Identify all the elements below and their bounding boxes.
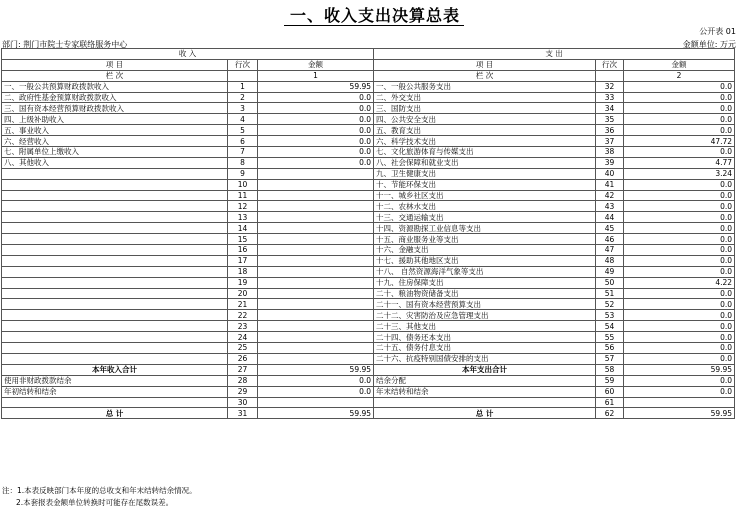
income-amount-cell <box>258 321 374 332</box>
income-item-cell <box>2 234 228 245</box>
expense-line-cell: 60 <box>596 386 624 397</box>
income-line-cell: 18 <box>228 266 258 277</box>
title-underline <box>284 25 464 26</box>
income-amount-cell <box>258 288 374 299</box>
income-amount-cell <box>258 245 374 256</box>
income-line-cell: 7 <box>228 147 258 158</box>
table-row <box>2 386 735 397</box>
expense-item-cell: 十、节能环保支出 <box>374 179 596 190</box>
expense-line-cell: 52 <box>596 299 624 310</box>
expense-amount-cell <box>624 397 735 408</box>
income-line-cell: 1 <box>228 81 258 92</box>
expense-amount-header: 金额 <box>624 59 735 70</box>
income-item-cell <box>2 321 228 332</box>
expense-item-cell: 二十五、债务付息支出 <box>374 343 596 354</box>
income-col-blank <box>228 70 258 81</box>
expense-amount-cell: 47.72 <box>624 136 735 147</box>
department-label: 部门: 荆门市院士专家联络服务中心 <box>2 40 128 49</box>
expense-amount-cell: 0.0 <box>624 223 735 234</box>
income-amount-cell <box>258 277 374 288</box>
expense-amount-cell: 4.22 <box>624 277 735 288</box>
income-amount-cell: 0.0 <box>258 103 374 114</box>
income-item-cell <box>2 343 228 354</box>
expense-item-cell: 十八、 自然资源海洋气象等支出 <box>374 266 596 277</box>
table-row <box>2 168 735 179</box>
expense-item-cell: 本年支出合计 <box>374 364 596 375</box>
expense-amount-cell: 0.0 <box>624 125 735 136</box>
income-amount-cell: 0.0 <box>258 147 374 158</box>
income-item-cell <box>2 190 228 201</box>
table-row <box>2 332 735 343</box>
income-item-cell <box>2 332 228 343</box>
income-line-cell: 16 <box>228 245 258 256</box>
expense-item-cell: 五、教育支出 <box>374 125 596 136</box>
expense-item-cell: 十六、金融支出 <box>374 245 596 256</box>
income-col-number: 1 <box>258 70 374 81</box>
expense-item-cell: 十一、城乡社区支出 <box>374 190 596 201</box>
expense-amount-cell: 0.0 <box>624 245 735 256</box>
income-line-cell: 26 <box>228 353 258 364</box>
table-row <box>2 364 735 375</box>
table-row <box>2 310 735 321</box>
expense-line-cell: 57 <box>596 353 624 364</box>
expense-amount-cell: 0.0 <box>624 201 735 212</box>
table-row <box>2 255 735 266</box>
expense-item-header: 项 目 <box>374 59 596 70</box>
table-row <box>2 408 735 419</box>
table-row <box>2 288 735 299</box>
income-item-cell: 本年收入合计 <box>2 364 228 375</box>
income-item-cell: 使用非财政拨款结余 <box>2 375 228 386</box>
income-item-cell: 三、国有资本经营预算财政拨款收入 <box>2 103 228 114</box>
income-item-header: 项 目 <box>2 59 228 70</box>
expense-item-cell: 一、一般公共服务支出 <box>374 81 596 92</box>
amount-unit-label: 金额单位: 万元 <box>682 40 736 49</box>
income-item-cell <box>2 299 228 310</box>
expense-line-cell: 50 <box>596 277 624 288</box>
expense-item-cell: 十五、商业服务业等支出 <box>374 234 596 245</box>
expense-line-cell: 48 <box>596 255 624 266</box>
expense-amount-cell: 0.0 <box>624 310 735 321</box>
income-amount-cell: 0.0 <box>258 375 374 386</box>
expense-line-cell: 46 <box>596 234 624 245</box>
expense-item-cell <box>374 397 596 408</box>
income-amount-cell <box>258 299 374 310</box>
expense-amount-cell: 59.95 <box>624 408 735 419</box>
table-row <box>2 103 735 114</box>
table-row <box>2 125 735 136</box>
form-number: 公开表 01 <box>699 27 736 36</box>
income-amount-cell <box>258 190 374 201</box>
income-line-cell: 27 <box>228 364 258 375</box>
expense-line-cell: 45 <box>596 223 624 234</box>
expense-amount-cell: 0.0 <box>624 288 735 299</box>
income-line-cell: 5 <box>228 125 258 136</box>
expense-line-cell: 34 <box>596 103 624 114</box>
income-amount-header: 金额 <box>258 59 374 70</box>
table-row <box>2 375 735 386</box>
table-row <box>2 223 735 234</box>
expense-line-cell: 38 <box>596 147 624 158</box>
income-amount-cell <box>258 234 374 245</box>
expense-amount-cell: 4.77 <box>624 157 735 168</box>
expense-item-cell: 三、国防支出 <box>374 103 596 114</box>
expense-item-cell: 十四、资源勘探工业信息等支出 <box>374 223 596 234</box>
income-line-cell: 20 <box>228 288 258 299</box>
expense-line-cell: 35 <box>596 114 624 125</box>
expense-col-blank <box>596 70 624 81</box>
income-line-header: 行次 <box>228 59 258 70</box>
table-row <box>2 136 735 147</box>
income-item-cell: 总 计 <box>2 408 228 419</box>
expense-amount-cell: 0.0 <box>624 179 735 190</box>
expense-amount-cell: 0.0 <box>624 212 735 223</box>
expense-item-cell: 七、文化旅游体育与传媒支出 <box>374 147 596 158</box>
expense-line-cell: 54 <box>596 321 624 332</box>
income-amount-cell: 0.0 <box>258 114 374 125</box>
income-amount-cell <box>258 255 374 266</box>
table-row <box>2 114 735 125</box>
expense-item-cell: 八、社会保障和就业支出 <box>374 157 596 168</box>
income-amount-cell <box>258 201 374 212</box>
table-row <box>2 212 735 223</box>
income-line-cell: 17 <box>228 255 258 266</box>
income-line-cell: 8 <box>228 157 258 168</box>
income-item-cell <box>2 168 228 179</box>
expense-amount-cell: 0.0 <box>624 103 735 114</box>
income-col-label: 栏 次 <box>2 70 228 81</box>
income-item-cell: 五、事业收入 <box>2 125 228 136</box>
expense-amount-cell: 0.0 <box>624 375 735 386</box>
expense-line-cell: 41 <box>596 179 624 190</box>
expense-amount-cell: 0.0 <box>624 81 735 92</box>
expense-line-cell: 62 <box>596 408 624 419</box>
expense-amount-cell: 0.0 <box>624 343 735 354</box>
income-item-cell: 八、其他收入 <box>2 157 228 168</box>
income-item-cell <box>2 201 228 212</box>
table-row <box>2 343 735 354</box>
income-line-cell: 30 <box>228 397 258 408</box>
table-row <box>2 92 735 103</box>
expense-item-cell: 十二、农林水支出 <box>374 201 596 212</box>
income-item-cell: 一、一般公共预算财政拨款收入 <box>2 81 228 92</box>
income-item-cell: 二、政府性基金预算财政拨款收入 <box>2 92 228 103</box>
expense-line-cell: 51 <box>596 288 624 299</box>
expense-item-cell: 十九、住房保障支出 <box>374 277 596 288</box>
income-item-cell: 四、上级补助收入 <box>2 114 228 125</box>
income-line-cell: 28 <box>228 375 258 386</box>
income-item-cell <box>2 310 228 321</box>
income-line-cell: 3 <box>228 103 258 114</box>
table-row <box>2 190 735 201</box>
expense-amount-cell: 0.0 <box>624 386 735 397</box>
expense-amount-cell: 0.0 <box>624 234 735 245</box>
expense-item-cell: 二十一、国有资本经营预算支出 <box>374 299 596 310</box>
income-amount-cell: 0.0 <box>258 157 374 168</box>
expense-amount-cell: 59.95 <box>624 364 735 375</box>
table-row <box>2 245 735 256</box>
income-expense-table <box>1 48 735 419</box>
income-item-cell: 年初结转和结余 <box>2 386 228 397</box>
note-1: 注：1.本表反映部门本年度的总收支和年末结转结余情况。 <box>2 486 197 495</box>
expense-amount-cell: 0.0 <box>624 92 735 103</box>
income-amount-cell <box>258 343 374 354</box>
expense-amount-cell: 0.0 <box>624 266 735 277</box>
expense-line-cell: 49 <box>596 266 624 277</box>
notes <box>2 485 197 509</box>
table-row <box>2 201 735 212</box>
expense-section-header: 支 出 <box>374 49 735 60</box>
income-line-cell: 21 <box>228 299 258 310</box>
expense-item-cell: 六、科学技术支出 <box>374 136 596 147</box>
expense-amount-cell: 0.0 <box>624 299 735 310</box>
income-line-cell: 23 <box>228 321 258 332</box>
income-line-cell: 19 <box>228 277 258 288</box>
income-amount-cell <box>258 168 374 179</box>
income-amount-cell <box>258 332 374 343</box>
expense-line-cell: 44 <box>596 212 624 223</box>
income-item-cell <box>2 179 228 190</box>
expense-line-cell: 42 <box>596 190 624 201</box>
expense-amount-cell: 3.24 <box>624 168 735 179</box>
expense-item-cell: 二十六、抗疫特别国债安排的支出 <box>374 353 596 364</box>
expense-line-cell: 39 <box>596 157 624 168</box>
income-amount-cell <box>258 223 374 234</box>
table-row <box>2 353 735 364</box>
expense-amount-cell: 0.0 <box>624 190 735 201</box>
expense-line-cell: 55 <box>596 332 624 343</box>
expense-item-cell: 九、卫生健康支出 <box>374 168 596 179</box>
income-amount-cell: 59.95 <box>258 408 374 419</box>
income-line-cell: 10 <box>228 179 258 190</box>
income-line-cell: 11 <box>228 190 258 201</box>
income-line-cell: 25 <box>228 343 258 354</box>
expense-amount-cell: 0.0 <box>624 353 735 364</box>
expense-line-cell: 47 <box>596 245 624 256</box>
expense-item-cell: 十七、援助其他地区支出 <box>374 255 596 266</box>
income-item-cell <box>2 245 228 256</box>
expense-item-cell: 二、外交支出 <box>374 92 596 103</box>
table-row <box>2 277 735 288</box>
income-line-cell: 13 <box>228 212 258 223</box>
table-row <box>2 147 735 158</box>
table-row <box>2 397 735 408</box>
expense-item-cell: 二十三、其他支出 <box>374 321 596 332</box>
income-item-cell <box>2 266 228 277</box>
income-amount-cell <box>258 353 374 364</box>
income-line-cell: 6 <box>228 136 258 147</box>
income-amount-cell <box>258 397 374 408</box>
expense-line-cell: 61 <box>596 397 624 408</box>
income-item-cell <box>2 353 228 364</box>
expense-line-cell: 56 <box>596 343 624 354</box>
income-line-cell: 29 <box>228 386 258 397</box>
income-amount-cell: 0.0 <box>258 136 374 147</box>
income-amount-cell: 59.95 <box>258 81 374 92</box>
expense-item-cell: 二十、粮油物资储备支出 <box>374 288 596 299</box>
expense-line-cell: 40 <box>596 168 624 179</box>
income-line-cell: 9 <box>228 168 258 179</box>
expense-item-cell: 二十四、债务还本支出 <box>374 332 596 343</box>
income-line-cell: 15 <box>228 234 258 245</box>
expense-item-cell: 结余分配 <box>374 375 596 386</box>
table-row <box>2 157 735 168</box>
income-section-header: 收 入 <box>2 49 374 60</box>
income-item-cell <box>2 255 228 266</box>
expense-line-cell: 58 <box>596 364 624 375</box>
income-amount-cell: 0.0 <box>258 386 374 397</box>
expense-item-cell: 十三、交通运输支出 <box>374 212 596 223</box>
expense-amount-cell: 0.0 <box>624 255 735 266</box>
expense-amount-cell: 0.0 <box>624 147 735 158</box>
expense-amount-cell: 0.0 <box>624 321 735 332</box>
income-amount-cell: 0.0 <box>258 125 374 136</box>
expense-line-cell: 33 <box>596 92 624 103</box>
income-line-cell: 31 <box>228 408 258 419</box>
expense-item-cell: 总 计 <box>374 408 596 419</box>
income-item-cell <box>2 223 228 234</box>
expense-amount-cell: 0.0 <box>624 114 735 125</box>
expense-item-cell: 年末结转和结余 <box>374 386 596 397</box>
expense-line-cell: 59 <box>596 375 624 386</box>
expense-line-cell: 43 <box>596 201 624 212</box>
income-amount-cell <box>258 212 374 223</box>
income-item-cell: 六、经营收入 <box>2 136 228 147</box>
income-line-cell: 24 <box>228 332 258 343</box>
expense-item-cell: 四、公共安全支出 <box>374 114 596 125</box>
expense-line-cell: 36 <box>596 125 624 136</box>
expense-col-label: 栏 次 <box>374 70 596 81</box>
table-row <box>2 81 735 92</box>
income-amount-cell: 59.95 <box>258 364 374 375</box>
income-item-cell <box>2 212 228 223</box>
table-row <box>2 299 735 310</box>
income-amount-cell <box>258 310 374 321</box>
table-row <box>2 266 735 277</box>
expense-line-cell: 53 <box>596 310 624 321</box>
report-title: 一、收入支出决算总表 <box>289 6 460 25</box>
expense-line-header: 行次 <box>596 59 624 70</box>
expense-col-number: 2 <box>624 70 735 81</box>
income-line-cell: 14 <box>228 223 258 234</box>
expense-line-cell: 32 <box>596 81 624 92</box>
income-item-cell: 七、附属单位上缴收入 <box>2 147 228 158</box>
income-item-cell <box>2 277 228 288</box>
income-item-cell <box>2 397 228 408</box>
income-line-cell: 22 <box>228 310 258 321</box>
income-amount-cell <box>258 266 374 277</box>
expense-amount-cell: 0.0 <box>624 332 735 343</box>
income-line-cell: 4 <box>228 114 258 125</box>
income-line-cell: 2 <box>228 92 258 103</box>
expense-item-cell: 二十二、灾害防治及应急管理支出 <box>374 310 596 321</box>
income-amount-cell <box>258 179 374 190</box>
table-row <box>2 321 735 332</box>
income-item-cell <box>2 288 228 299</box>
income-amount-cell: 0.0 <box>258 92 374 103</box>
table-row <box>2 179 735 190</box>
expense-line-cell: 37 <box>596 136 624 147</box>
income-line-cell: 12 <box>228 201 258 212</box>
table-row <box>2 234 735 245</box>
note-2: 2.本套报表金额单位转换时可能存在尾数误差。 <box>16 498 174 507</box>
